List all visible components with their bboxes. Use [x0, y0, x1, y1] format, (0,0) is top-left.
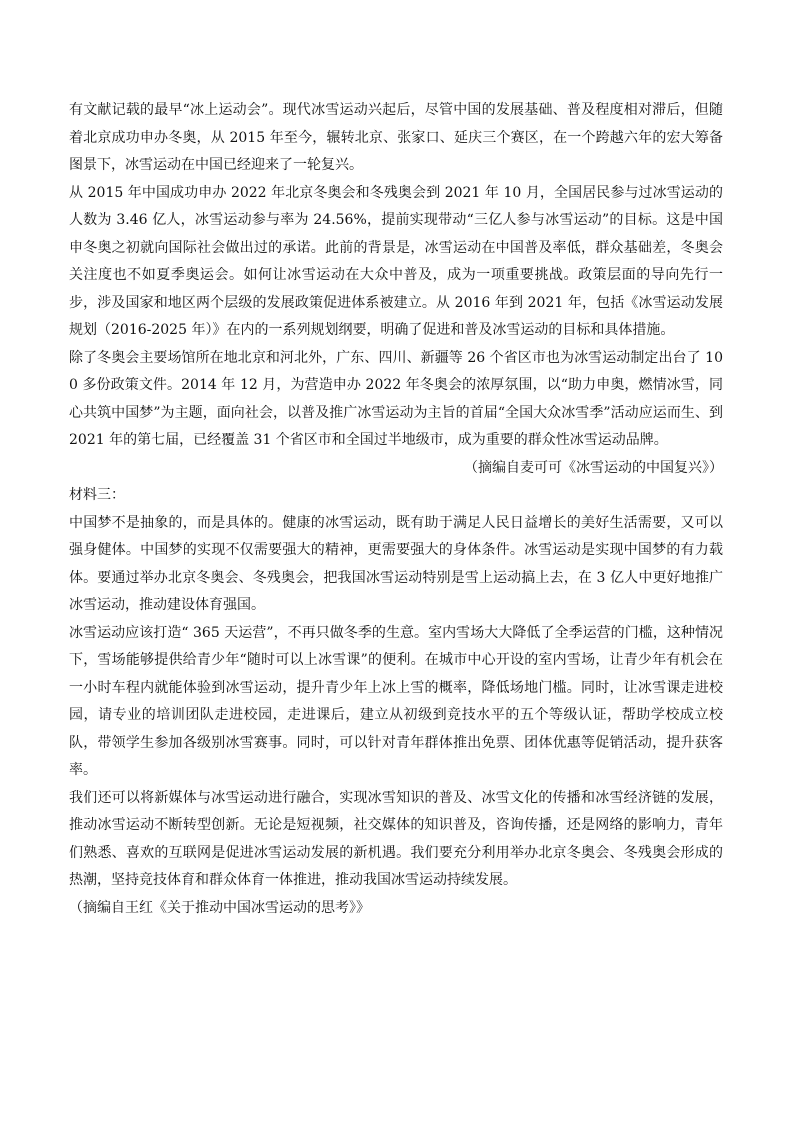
paragraph-regional-policies: 除了冬奥会主要场馆所在地北京和河北外，广东、四川、新疆等 26 个省区市也为冰雪运动制定出台了 100 多份政策文件。2014 年 12 月，为营造申办 2022 年冬奥会的浓厚氛围，以“助力申奥，燃情冰雪，同心共筑中国梦”为主题，面向社会，以普及推广冰雪运动为主旨的首届“全国大众冰雪季”活动应运而生、到 2021 年的第七届，已经覆盖 31 个省区市和全国过半地级市，成为重要的群众性冰雪运动品牌。 [69, 349, 723, 448]
paragraph-new-media: 我们还可以将新媒体与冰雪运动进行融合，实现冰雪知识的普及、冰雪文化的传播和冰雪经济链的发展，推动冰雪运动不断转型创新。无论是短视频，社交媒体的知识普及，咨询传播，还是网络的影响力，青年们熟悉、喜欢的互联网是促进冰雪运动发展的新机遇。我们要充分利用举办北京冬奥会、冬残奥会形成的热潮，坚持竞技体育和群众体育一体推进，推动我国冰雪运动持续发展。 [69, 789, 723, 888]
source-citation-1: （摘编自麦可可《冰雪运动的中国复兴》） [464, 459, 723, 476]
document-body [69, 97, 723, 922]
source-citation-2: （摘编自王红《关于推动中国冰雪运动的思考》》 [69, 899, 370, 916]
section-heading-material-three: 材料三： [69, 487, 125, 503]
paragraph-year-round-operation: 冰雪运动应该打造“ 365 天运营”，不再只做冬季的生意。室内雪场大大降低了全季运营的门槛，这种情况下，雪场能够提供给青少年“随时可以上冰雪课”的便利。在城市中心开设的室内雪场，让青少年有机会在一小时车程内就能体验到冰雪运动，提升青少年上冰上雪的概率，降低场地门槛。同时，让冰雪课走进校园，请专业的培训团队走进校园，走进课后，建立从初级到竞技水平的五个等级认证，帮助学校成立校队，带领学生参加各级别冰雪赛事。同时，可以针对青年群体推出免票、团体优惠等促销活动，提升获客率。 [69, 624, 723, 778]
paragraph-participation-statistics: 从 2015 年中国成功申办 2022 年北京冬奥会和冬残奥会到 2021 年 10 月，全国居民参与过冰雪运动的人数为 3.46 亿人，冰雪运动参与率为 24.56%，提前实现带动“三亿人参与冰雪运动”的目标。这是中国申冬奥之初就向国际社会做出过的承诺。此前的背景是，冰雪运动在中国普及率低，群众基础差，冬奥会关注度也不如夏季奥运会。如何让冰雪运动在大众中普及，成为一项重要挑战。政策层面的导向先行一步，涉及国家和地区两个层级的发展政策促进体系被建立。从 2016 年到 2021 年，包括《冰雪运动发展规划（2016-2025 年）》在内的一系列规划纲要，明确了促进和普及冰雪运动的目标和具体措施。 [69, 184, 723, 338]
paragraph-chinese-dream: 中国梦不是抽象的，而是具体的。健康的冰雪运动，既有助于满足人民日益增长的美好生活需要，又可以强身健体。中国梦的实现不仅需要强大的精神，更需要强大的身体条件。冰雪运动是实现中国梦的有力载体。要通过举办北京冬奥会、冬残奥会，把我国冰雪运动特别是雪上运动搞上去，在 3 亿人中更好地推广冰雪运动，推动建设体育强国。 [69, 514, 723, 613]
paragraph-winter-sports-revival: 有文献记载的最早“冰上运动会”。现代冰雪运动兴起后，尽管中国的发展基础、普及程度相对滞后，但随着北京成功申办冬奥，从 2015 年至今，辗转北京、张家口、延庆三个赛区，在一个跨越六年的宏大筹备图景下，冰雪运动在中国已经迎来了一轮复兴。 [69, 102, 723, 173]
